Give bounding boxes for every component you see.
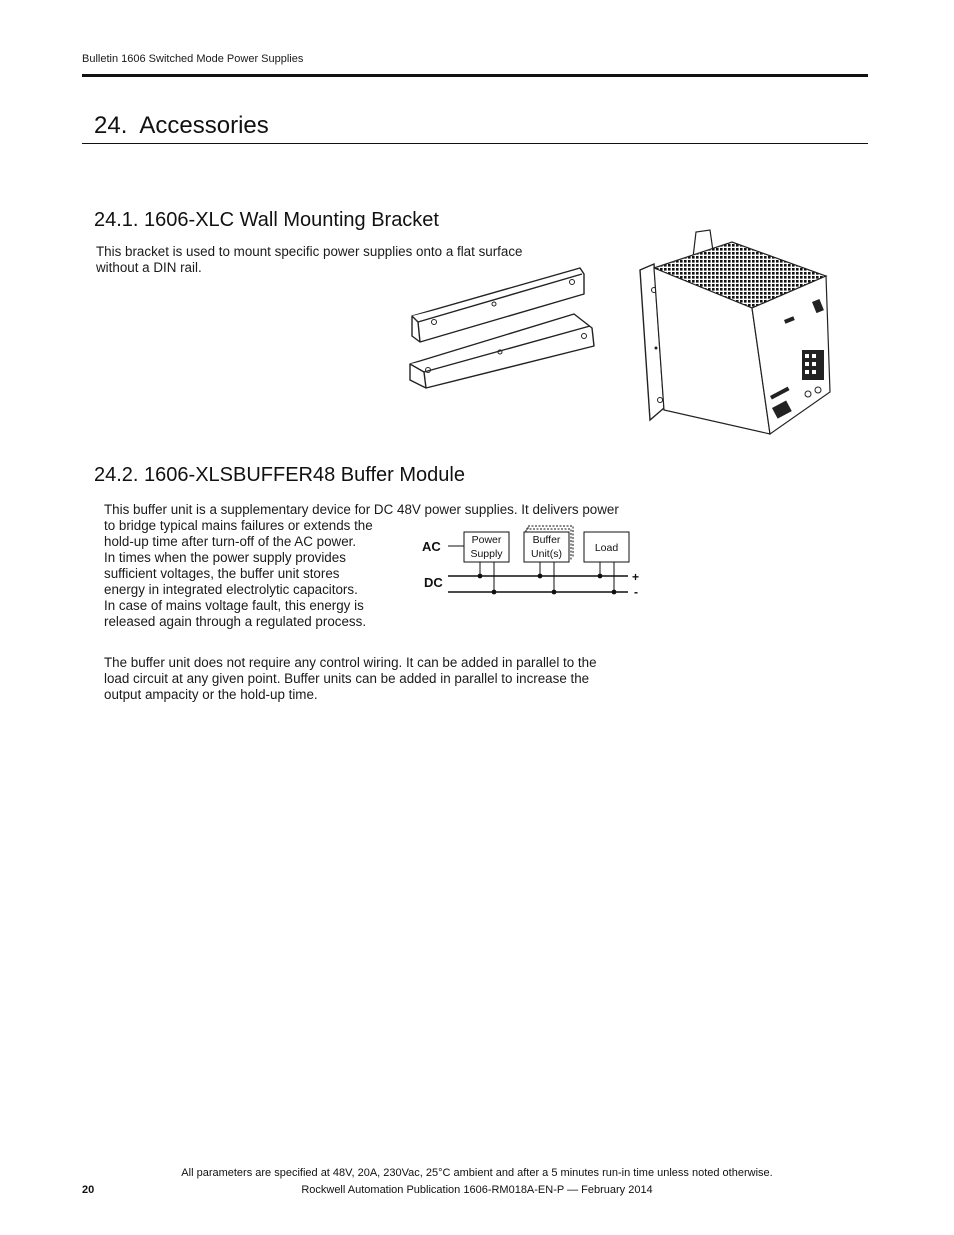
load-label: Load	[594, 542, 619, 554]
buffer-intro-line: energy in integrated electrolytic capacitors.	[104, 582, 358, 597]
bracket-description-line: without a DIN rail.	[96, 260, 202, 275]
buffer-label-line2: Unit(s)	[531, 548, 562, 560]
buffer-wiring-line: load circuit at any given point. Buffer units can be added in parallel to increase the	[104, 671, 590, 686]
power-supply-label-line2: Supply	[470, 548, 503, 560]
minus-label: -	[634, 585, 638, 599]
buffer-intro-line: This buffer unit is a supplementary device for DC 48V power supplies. It delivers power	[104, 502, 619, 517]
subsection-title-buffer: 24.2. 1606-XLSBUFFER48 Buffer Module	[94, 464, 465, 486]
buffer-intro-line: In times when the power supply provides	[104, 550, 346, 565]
header-rule	[82, 74, 868, 77]
footer-note: All parameters are specified at 48V, 20A, 230Vac, 25°C ambient and after a 5 minutes run-in time unless noted otherwise.	[181, 1167, 773, 1179]
dc-label: DC	[424, 575, 443, 590]
buffer-label-line1: Buffer	[532, 534, 561, 546]
footer-publication: Rockwell Automation Publication 1606-RM018A-EN-P — February 2014	[301, 1184, 653, 1196]
buffer-intro-line: to bridge typical mains failures or extends the	[104, 518, 373, 533]
buffer-wiring-line: The buffer unit does not require any control wiring. It can be added in parallel to the	[104, 655, 597, 670]
section-rule	[82, 143, 868, 144]
buffer-wiring-line: output ampacity or the hold-up time.	[104, 687, 318, 702]
ac-label: AC	[422, 539, 441, 554]
buffer-intro-line: sufficient voltages, the buffer unit stores	[104, 566, 340, 581]
buffer-intro-line: released again through a regulated process.	[104, 614, 367, 629]
buffer-wiring-description	[104, 655, 597, 703]
running-header: Bulletin 1606 Switched Mode Power Supplies	[82, 53, 304, 65]
section-title: 24. Accessories	[94, 112, 269, 139]
buffer-intro-line: In case of mains voltage fault, this energy is	[104, 598, 364, 613]
page-number: 20	[82, 1184, 95, 1196]
power-supply-label-line1: Power	[471, 534, 502, 546]
subsection-title-bracket: 24.1. 1606-XLC Wall Mounting Bracket	[94, 209, 439, 231]
buffer-wiring-diagram	[416, 524, 648, 600]
power-supply-with-bracket-illustration	[636, 228, 832, 438]
buffer-intro-line: hold-up time after turn-off of the AC power.	[104, 534, 357, 549]
plus-label: +	[632, 570, 640, 584]
bracket-description-line: This bracket is used to mount specific power supplies onto a flat surface	[96, 244, 523, 259]
wall-bracket-illustration	[404, 264, 600, 390]
